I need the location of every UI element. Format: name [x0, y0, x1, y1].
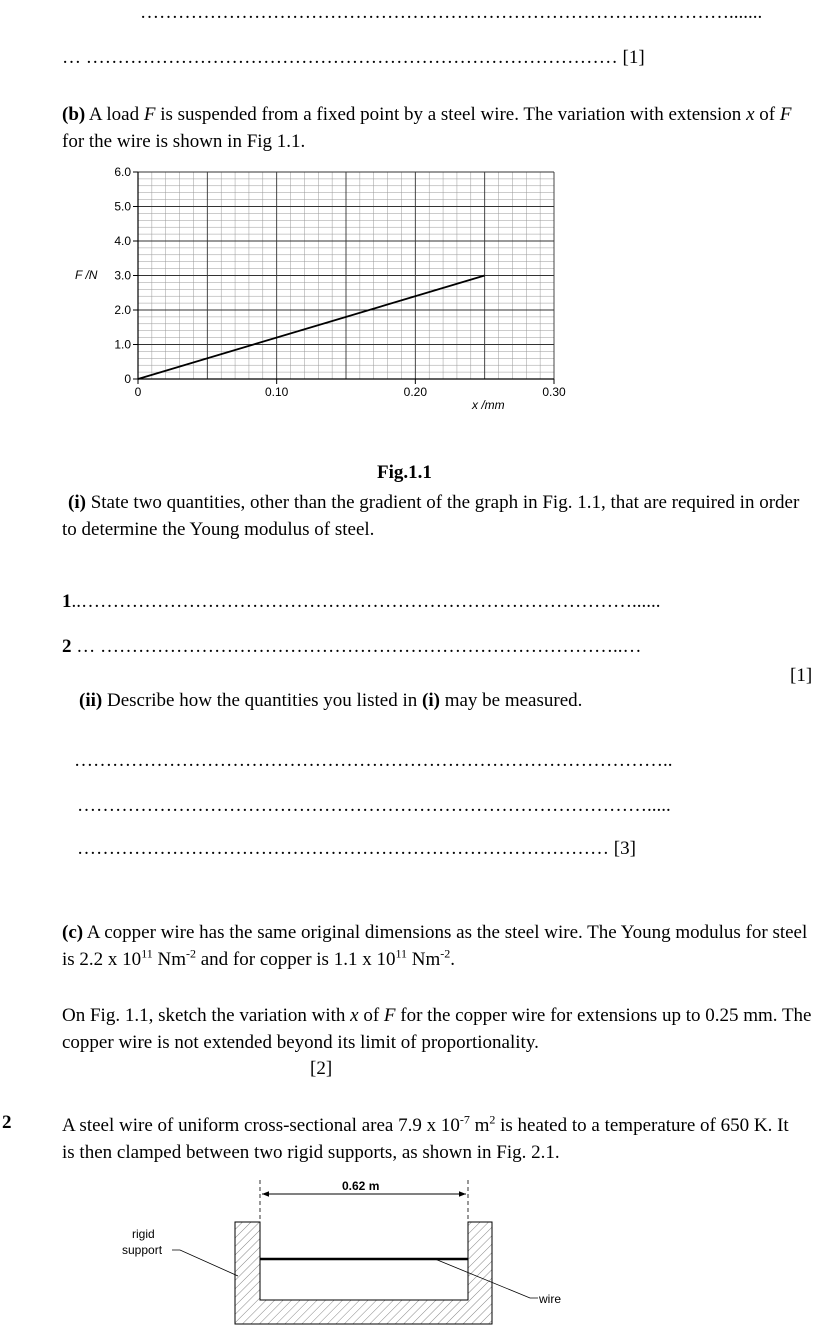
exponent: 11 [141, 946, 153, 961]
mark-allocation: [2] [310, 1058, 333, 1079]
text: of [754, 104, 780, 125]
text: is suspended from a fixed point by a steel wire. The variation with extension [155, 104, 747, 125]
text: On Fig. 1.1, sketch the variation with [62, 1005, 351, 1026]
text: m [469, 1115, 490, 1136]
part-c-text [62, 919, 814, 973]
y-tick-label: 3.0 [114, 268, 131, 283]
part-b-i-text [62, 489, 814, 543]
tick-labels [114, 165, 566, 399]
x-tick-label: 0.20 [403, 385, 428, 399]
text: Nm [407, 949, 441, 970]
var-F: F [383, 1005, 396, 1026]
part-label: (ii) [79, 690, 103, 711]
x-tick-label: 0.30 [542, 385, 566, 399]
mark-allocation: [1] [622, 47, 645, 68]
mark-allocation: [3] [613, 838, 636, 859]
support-label: rigid [132, 1227, 155, 1241]
text: for the copper wire for extensions up to 0.25 mm. The copper wire is not extended beyond its limit of proportionality. [62, 1005, 812, 1053]
part-b-text [62, 101, 814, 155]
answer-number: 2 [62, 636, 72, 657]
answer-line: ………………………………………………………………………………….. [74, 750, 673, 771]
answer-line: ………………………………………………………………………………..... [77, 795, 671, 816]
question-2-text [62, 1112, 792, 1166]
exponent: 11 [395, 946, 408, 961]
y-axis-label: F /N [75, 268, 98, 282]
dimension-label: 0.62 m [342, 1179, 380, 1193]
answer-dots: … ………………………………………………………………………..… [71, 636, 642, 657]
data-series [138, 276, 485, 380]
y-tick-label: 5.0 [114, 199, 131, 214]
var-F: F [143, 104, 156, 125]
answer-line [77, 838, 636, 860]
x-tick-label: 0 [134, 385, 142, 399]
part-label: (c) [62, 922, 84, 943]
text: A steel wire of uniform cross-sectional area 7.9 x 10 [62, 1115, 460, 1136]
support-leader-line [172, 1250, 238, 1276]
y-tick-label: 6.0 [114, 165, 131, 179]
text: of [358, 1005, 384, 1026]
answer-dots: … ………………………………………………………………………… [62, 47, 623, 68]
x-axis-label: x /mm [472, 398, 505, 412]
exponent: 2 [489, 1112, 496, 1127]
text: may be measured. [439, 690, 583, 711]
grid-major [138, 172, 554, 379]
wire-label: wire [539, 1292, 562, 1306]
text: State two quantities, other than the gradient of the graph in Fig. 1.1, that are required in order to determine the Young modulus of steel. [62, 492, 800, 540]
answer-number: 1 [62, 591, 72, 612]
part-label: (i) [68, 492, 86, 513]
answer-dots: ………………………………………………………………………… [77, 838, 614, 859]
x-tick-label: 0.10 [264, 385, 289, 399]
y-tick-label: 4.0 [114, 234, 131, 248]
y-tick-label: 1.0 [114, 337, 131, 352]
answer-line-top-1: …………………………………………………………………………………....... [140, 2, 763, 23]
support-label: support [122, 1243, 163, 1257]
answer-dots: ..……………………………………………………………………………...... [71, 591, 661, 612]
text: A load [85, 104, 144, 125]
text: . [450, 949, 456, 970]
answer-line-2 [62, 636, 642, 658]
mark-allocation: [1] [790, 665, 813, 686]
exponent: -2 [186, 946, 196, 961]
text: Describe how the quantities you listed in [102, 690, 422, 711]
var-x: x [350, 1005, 359, 1026]
rigid-support [235, 1222, 492, 1324]
part-label: (b) [62, 104, 86, 125]
exponent: -2 [440, 946, 451, 961]
text: is heated to a temperature of 650 K. It is then clamped between two rigid supports, as shown in Fig. 2.1. [62, 1115, 789, 1163]
figure-1-1-caption: Fig.1.1 [377, 462, 432, 483]
text: and for copper is 1.1 x 10 [196, 949, 396, 970]
text: A copper wire has the same original dimensions as the steel wire. The Young modulus for steel is 2.2 x 10 [62, 922, 808, 970]
text: Nm [152, 949, 186, 970]
ref: (i) [422, 690, 440, 711]
answer-line-1 [62, 591, 661, 613]
part-b-ii-text [79, 690, 582, 712]
y-tick-label: 0 [124, 372, 131, 386]
part-c-text-2 [62, 1002, 814, 1056]
y-tick-label: 2.0 [114, 303, 131, 317]
text: for the wire is shown in Fig 1.1. [62, 131, 306, 152]
figure-2-1-diagram [110, 1176, 580, 1336]
series-line-steel [138, 276, 485, 380]
var-F: F [779, 104, 792, 125]
answer-line-top-2 [62, 47, 645, 69]
exponent: -7 [459, 1112, 470, 1127]
question-number: 2 [2, 1112, 12, 1133]
var-x: x [746, 104, 755, 125]
figure-1-1-graph [60, 160, 600, 420]
